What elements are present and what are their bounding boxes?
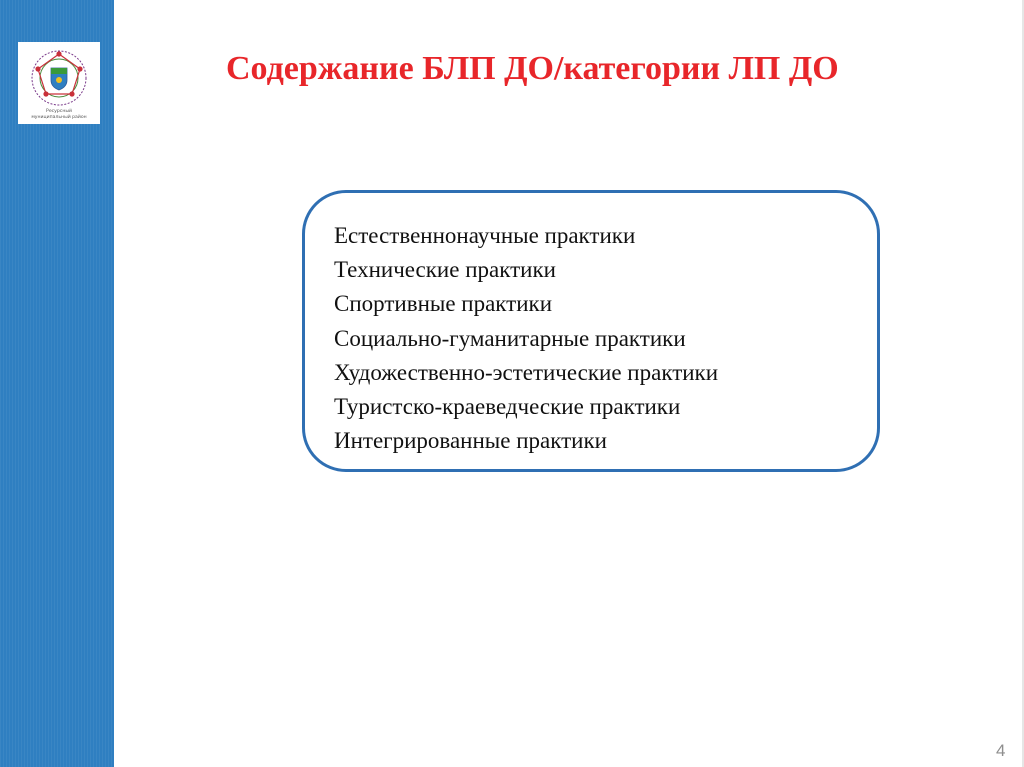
practice-item: Туристско-краеведческие практики bbox=[334, 394, 681, 420]
page-number: 4 bbox=[996, 741, 1006, 760]
slide-title: Содержание БЛП ДО/категории ЛП ДО bbox=[226, 50, 839, 87]
practice-item: Спортивные практики bbox=[334, 291, 553, 317]
practice-item: Технические практики bbox=[334, 257, 556, 283]
practice-item: Художественно-эстетические практики bbox=[334, 359, 719, 385]
practices-box bbox=[302, 190, 880, 472]
practice-item: Интегрированные практики bbox=[334, 428, 607, 454]
logo-caption-line2: муниципальный район bbox=[31, 115, 87, 120]
practices-list bbox=[334, 219, 718, 458]
emblem-icon bbox=[18, 42, 100, 124]
emblem-logo bbox=[18, 42, 100, 124]
practice-item: Социально-гуманитарные практики bbox=[334, 325, 686, 351]
practice-item: Естественнонаучные практики bbox=[334, 223, 636, 248]
logo-caption-line1: Ресурсный bbox=[46, 109, 72, 114]
